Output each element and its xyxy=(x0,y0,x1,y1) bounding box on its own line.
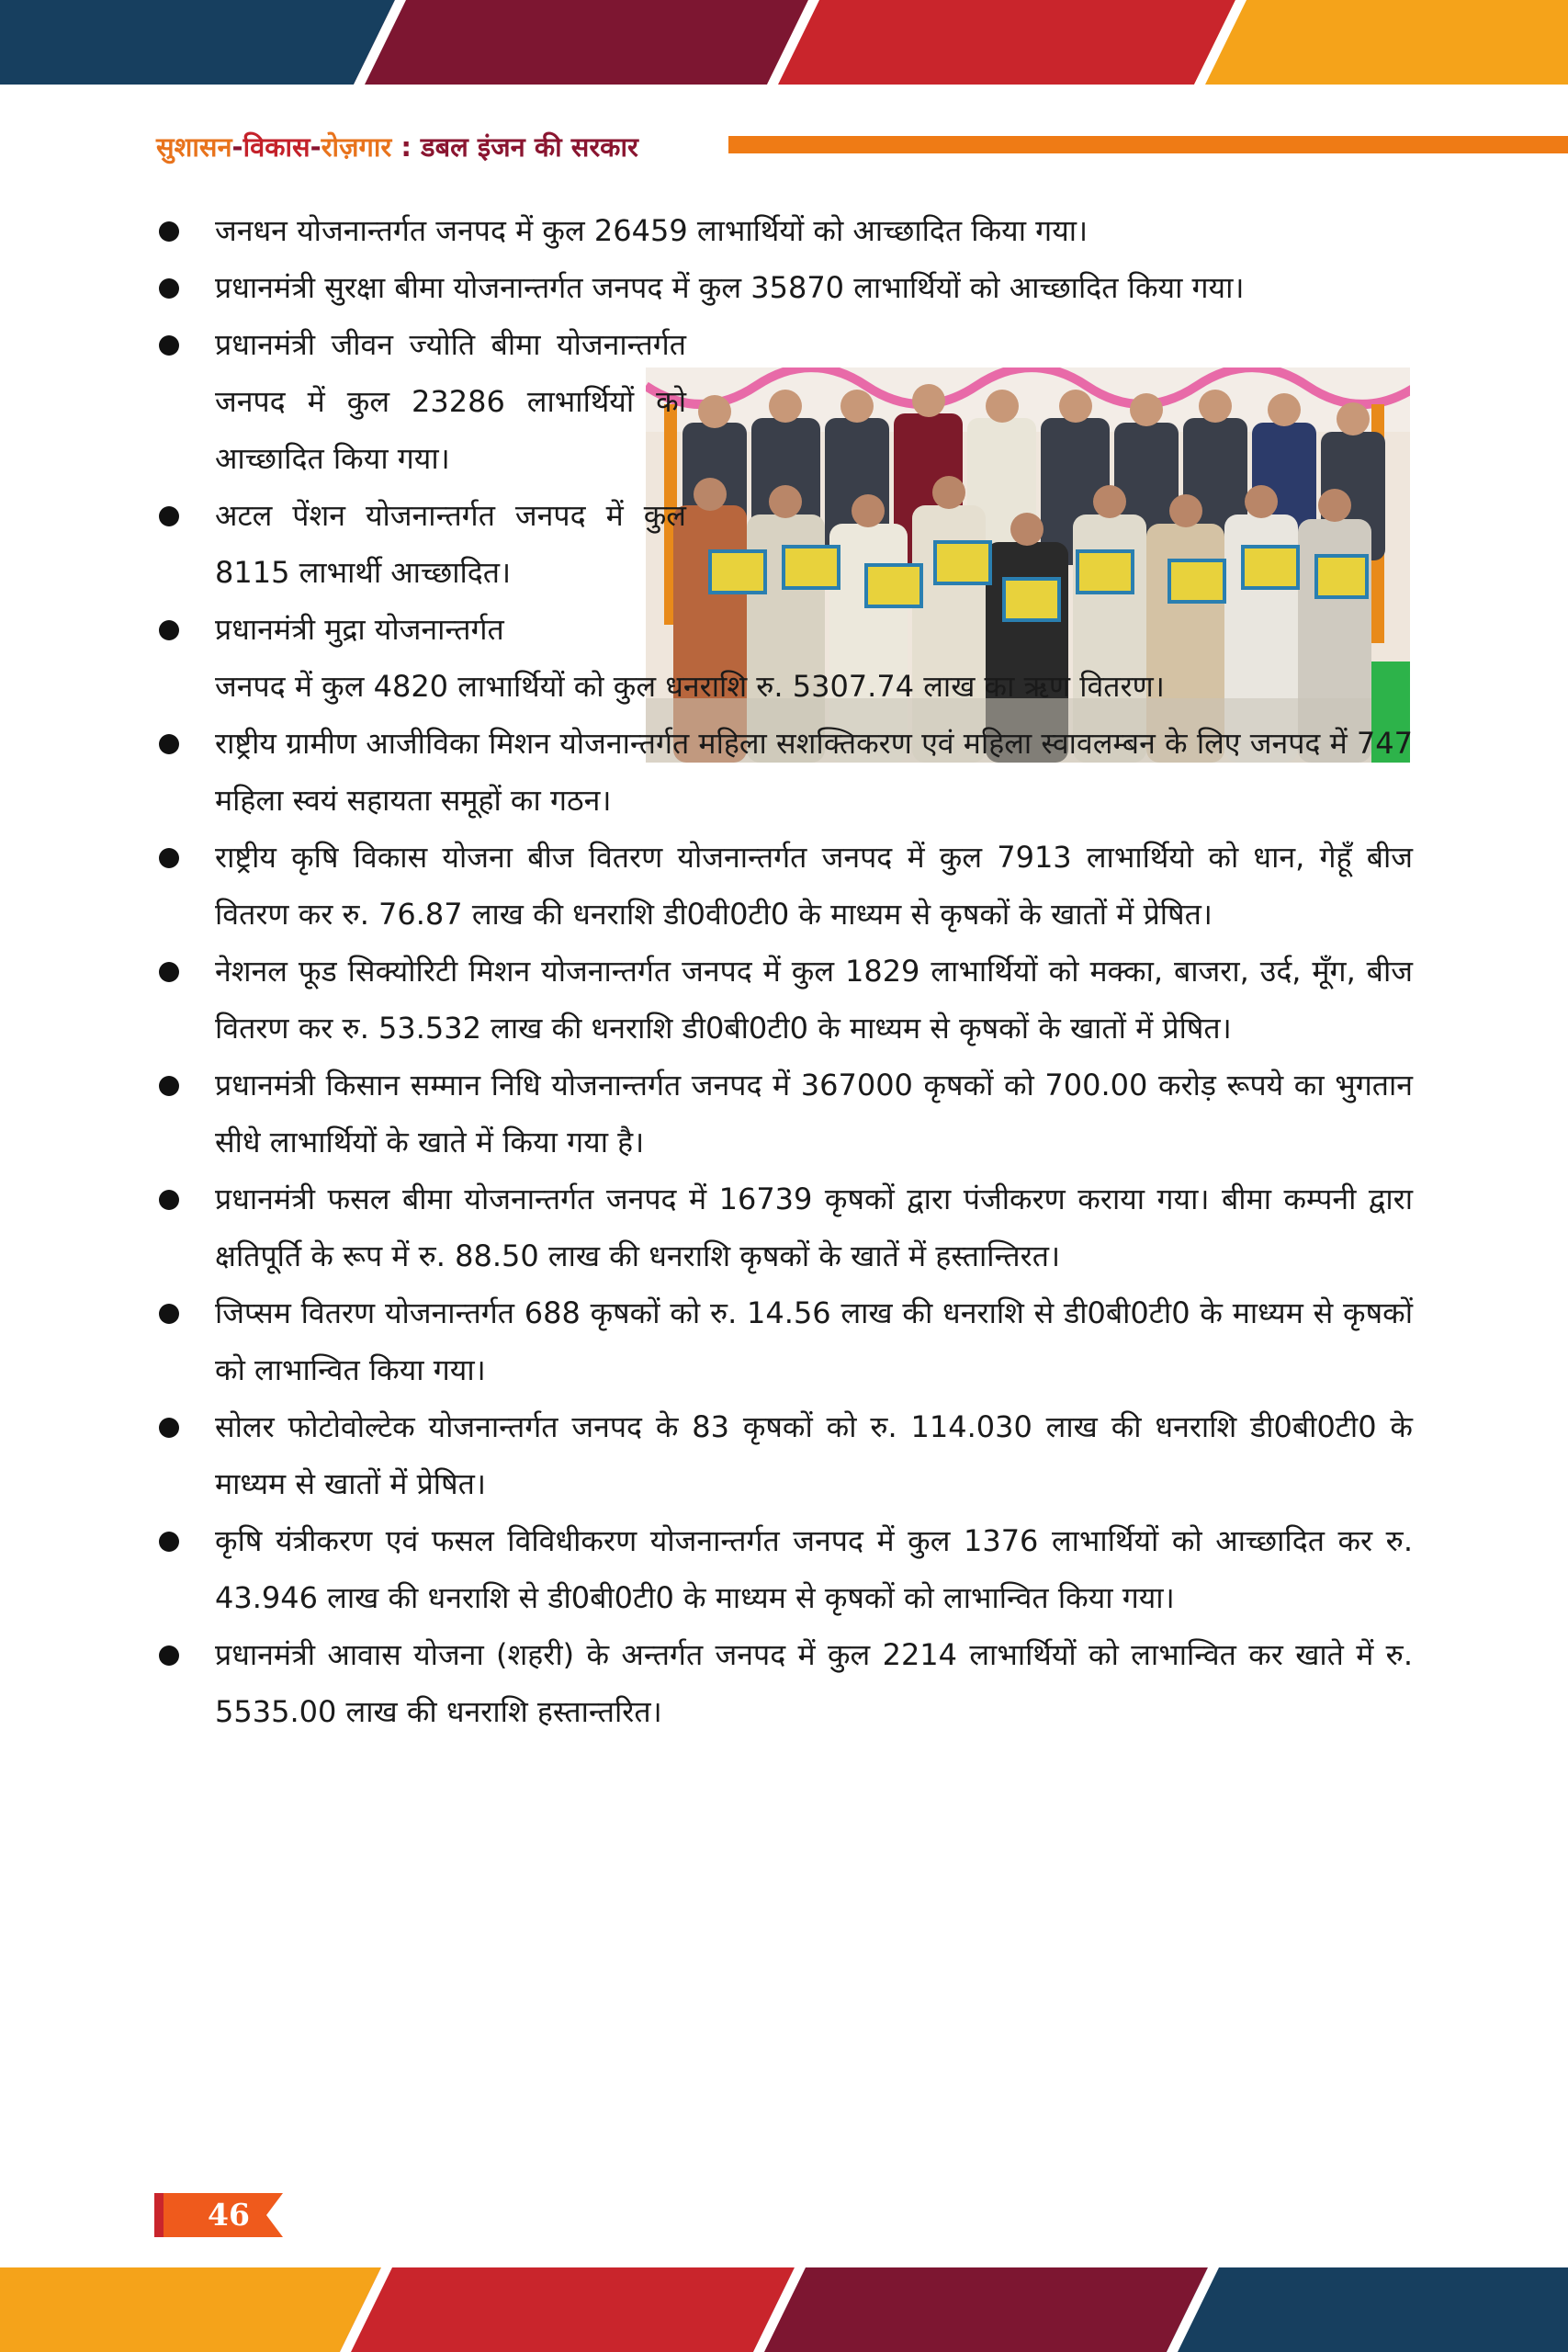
scheme-list xyxy=(156,202,1413,1740)
top-color-band xyxy=(0,0,1568,85)
list-item: अटल पेंशन योजनान्तर्गत जनपद में कुल 8115 लाभार्थी आच्छादित। xyxy=(156,487,686,601)
header-title-vikas: विकास xyxy=(243,131,310,163)
header-title-rozgar: रोज़गार xyxy=(321,131,392,163)
list-item: प्रधानमंत्री फसल बीमा योजनान्तर्गत जनपद में 16739 कृषकों द्वारा पंजीकरण कराया गया। बीमा कम्पनी द्वारा क्षतिपूर्ति के रूप में रु. 88.50 लाख की धनराशि कृषकों के खातें में हस्तान्तिरत। xyxy=(156,1170,1413,1284)
list-item: प्रधानमंत्री सुरक्षा बीमा योजनान्तर्गत जनपद में कुल 35870 लाभार्थियों को आच्छादित किया गया। xyxy=(156,259,1413,316)
list-item: जनधन योजनान्तर्गत जनपद में कुल 26459 लाभार्थियों को आच्छादित किया गया। xyxy=(156,202,1413,259)
running-header xyxy=(156,127,1413,171)
list-item: प्रधानमंत्री जीवन ज्योति बीमा योजनान्तर्गत जनपद में कुल 23286 लाभार्थियों को आच्छादित किया गया। xyxy=(156,316,686,487)
header-rule xyxy=(728,136,1568,153)
header-title-sushasan: सुशासन xyxy=(156,131,232,163)
list-item: प्रधानमंत्री मुद्रा योजनान्तर्गत xyxy=(156,601,686,658)
page-number-tab xyxy=(154,2193,283,2237)
list-item: प्रधानमंत्री आवास योजना (शहरी) के अन्तर्गत जनपद में कुल 2214 लाभार्थियों को लाभान्वित कर खाते में रु. 5535.00 लाख की धनराशि हस्तान्तरित। xyxy=(156,1626,1413,1740)
list-item: राष्ट्रीय कृषि विकास योजना बीज वितरण योजनान्तर्गत जनपद में कुल 7913 लाभार्थियो को धान, गेहूँ बीज वितरण कर रु. 76.87 लाख की धनराशि डी0वी0टी0 के माध्यम से कृषकों के खातों में प्रेषित। xyxy=(156,829,1413,943)
list-item: नेशनल फूड सिक्योरिटी मिशन योजनान्तर्गत जनपद में कुल 1829 लाभार्थियों को मक्का, बाजरा, उर्द, मूँग, बीज वितरण कर रु. 53.532 लाख की धनराशि डी0बी0टी0 के माध्यम से कृषकों के खातों में प्रेषित। xyxy=(156,943,1413,1057)
bottom-color-band xyxy=(0,2267,1568,2352)
list-item: राष्ट्रीय ग्रामीण आजीविका मिशन योजनान्तर्गत महिला सशक्तिकरण एवं महिला स्वावलम्बन के लिए जनपद में 747 महिला स्वयं सहायता समूहों का गठन। xyxy=(156,715,1413,829)
list-item: सोलर फोटोवोल्टेक योजनान्तर्गत जनपद के 83 कृषकों को रु. 114.030 लाख की धनराशि डी0बी0टी0 के माध्यम से खातों में प्रेषित। xyxy=(156,1398,1413,1512)
header-title: सुशासन-विकास-रोज़गार : डबल इंजन की सरकार xyxy=(156,131,638,163)
header-title-double-engine: : डबल इंजन की सरकार xyxy=(391,131,638,163)
list-item: कृषि यंत्रीकरण एवं फसल विविधीकरण योजनान्तर्गत जनपद में कुल 1376 लाभार्थियों को आच्छादित कर रु. 43.946 लाख की धनराशि से डी0बी0टी0 के माध्यम से कृषकों को लाभान्वित किया गया। xyxy=(156,1512,1413,1626)
list-item: जिप्सम वितरण योजनान्तर्गत 688 कृषकों को रु. 14.56 लाख की धनराशि से डी0बी0टी0 के माध्यम से कृषकों को लाभान्वित किया गया। xyxy=(156,1284,1413,1398)
list-item: प्रधानमंत्री किसान सम्मान निधि योजनान्तर्गत जनपद में 367000 कृषकों को 700.00 करोड़ रूपये का भुगतान सीधे लाभार्थियों के खाते में किया गया है। xyxy=(156,1057,1413,1170)
list-item-continuation: जनपद में कुल 4820 लाभार्थियों को कुल धनराशि रु. 5307.74 लाख का ऋण वितरण। xyxy=(215,669,1165,704)
page-number: 46 xyxy=(208,2197,250,2233)
